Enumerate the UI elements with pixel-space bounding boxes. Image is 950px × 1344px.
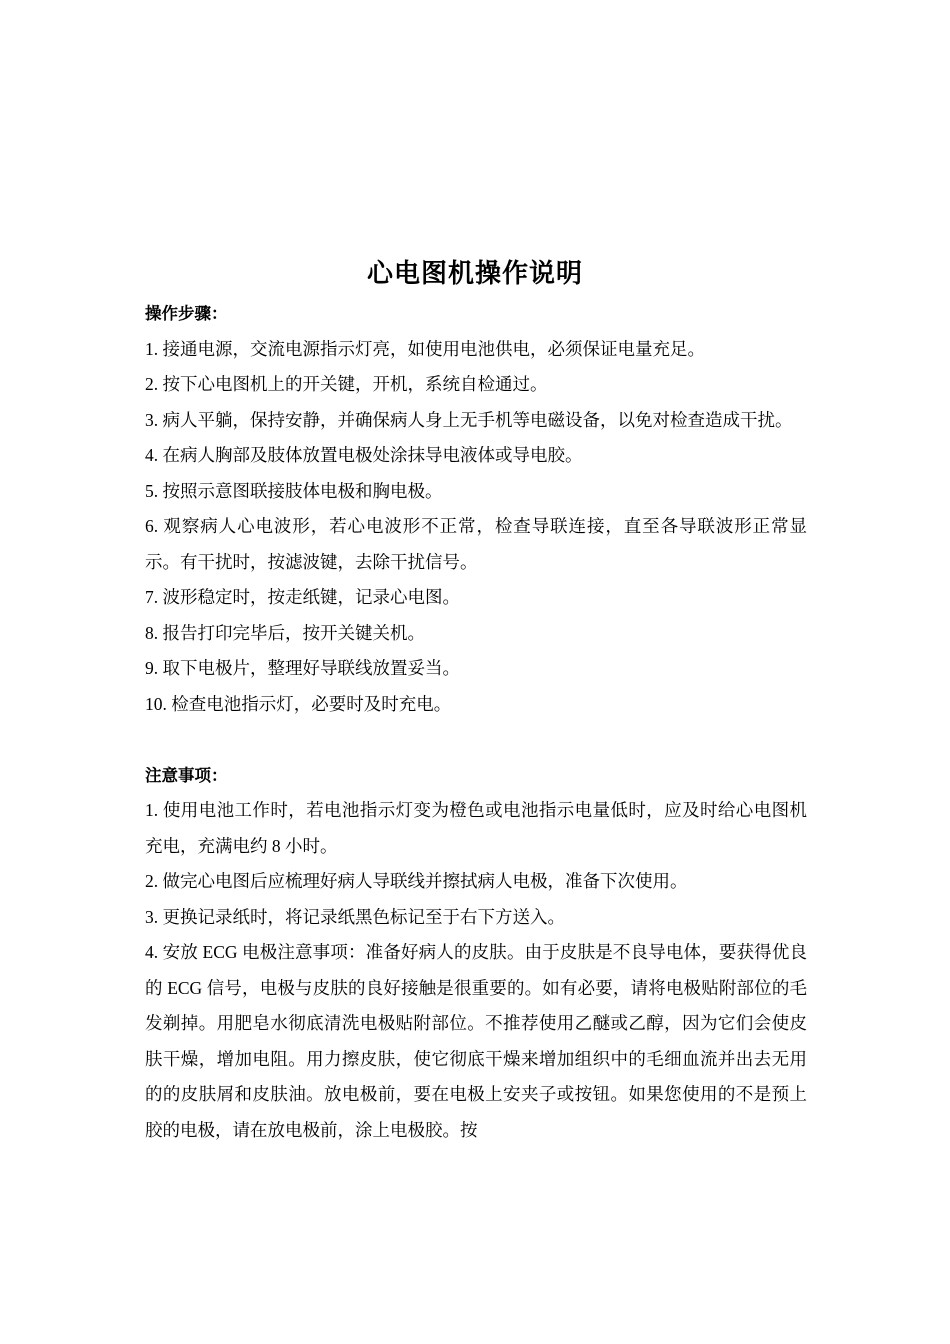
note-item: 3. 更换记录纸时，将记录纸黑色标记至于右下方送入。 bbox=[145, 906, 565, 927]
step-item: 7. 波形稳定时，按走纸键，记录心电图。 bbox=[145, 587, 460, 607]
step-item: 9. 取下电极片，整理好导联线放置妥当。 bbox=[145, 658, 460, 678]
note-item: 4. 安放 ECG 电极注意事项：准备好病人的皮肤。由于皮肤是不良导电体，要获得优良的 ECG 信号，电极与皮肤的良好接触是很重要的。如有必要，请将电极贴附部位的毛发剃掉。用肥皂水彻底清洗电极贴附部位。不推荐使用乙醚或乙醇，因为它们会使皮肤干燥，增加电阻。用力擦皮肤，使它彻底干燥来增加组织中的毛细血流并出去无用的的皮肤屑和皮肤油。放电极前，要在电极上安夹子或按钮。如果您使用的不是预上胶的电极，请在放电极前，涂上电极胶。按 bbox=[145, 942, 807, 1140]
step-item: 10. 检查电池指示灯，必要时及时充电。 bbox=[145, 693, 452, 714]
notes-heading: 注意事项： bbox=[145, 765, 228, 785]
section-spacer bbox=[145, 722, 807, 758]
document-body bbox=[145, 296, 807, 1148]
note-item: 1. 使用电池工作时，若电池指示灯变为橙色或电池指示电量低时，应及时给心电图机充电，充满电约 8 小时。 bbox=[145, 800, 807, 856]
document-title: 心电图机操作说明 bbox=[366, 259, 583, 289]
step-item: 1. 接通电源，交流电源指示灯亮，如使用电池供电，必须保证电量充足。 bbox=[145, 338, 705, 359]
step-item: 6. 观察病人心电波形，若心电波形不正常，检查导联连接，直至各导联波形正常显示。有干扰时，按滤波键，去除干扰信号。 bbox=[145, 516, 807, 572]
steps-heading: 操作步骤： bbox=[145, 304, 228, 323]
note-item: 2. 做完心电图后应梳理好病人导联线并擦拭病人电极，准备下次使用。 bbox=[145, 871, 688, 891]
step-item: 4. 在病人胸部及肢体放置电极处涂抹导电液体或导电胶。 bbox=[145, 445, 583, 465]
step-item: 2. 按下心电图机上的开关键，开机，系统自检通过。 bbox=[145, 374, 548, 394]
step-item: 5. 按照示意图联接肢体电极和胸电极。 bbox=[145, 480, 443, 501]
step-item: 8. 报告打印完毕后，按开关键关机。 bbox=[145, 622, 425, 643]
step-item: 3. 病人平躺，保持安静，并确保病人身上无手机等电磁设备，以免对检查造成干扰。 bbox=[145, 409, 793, 430]
